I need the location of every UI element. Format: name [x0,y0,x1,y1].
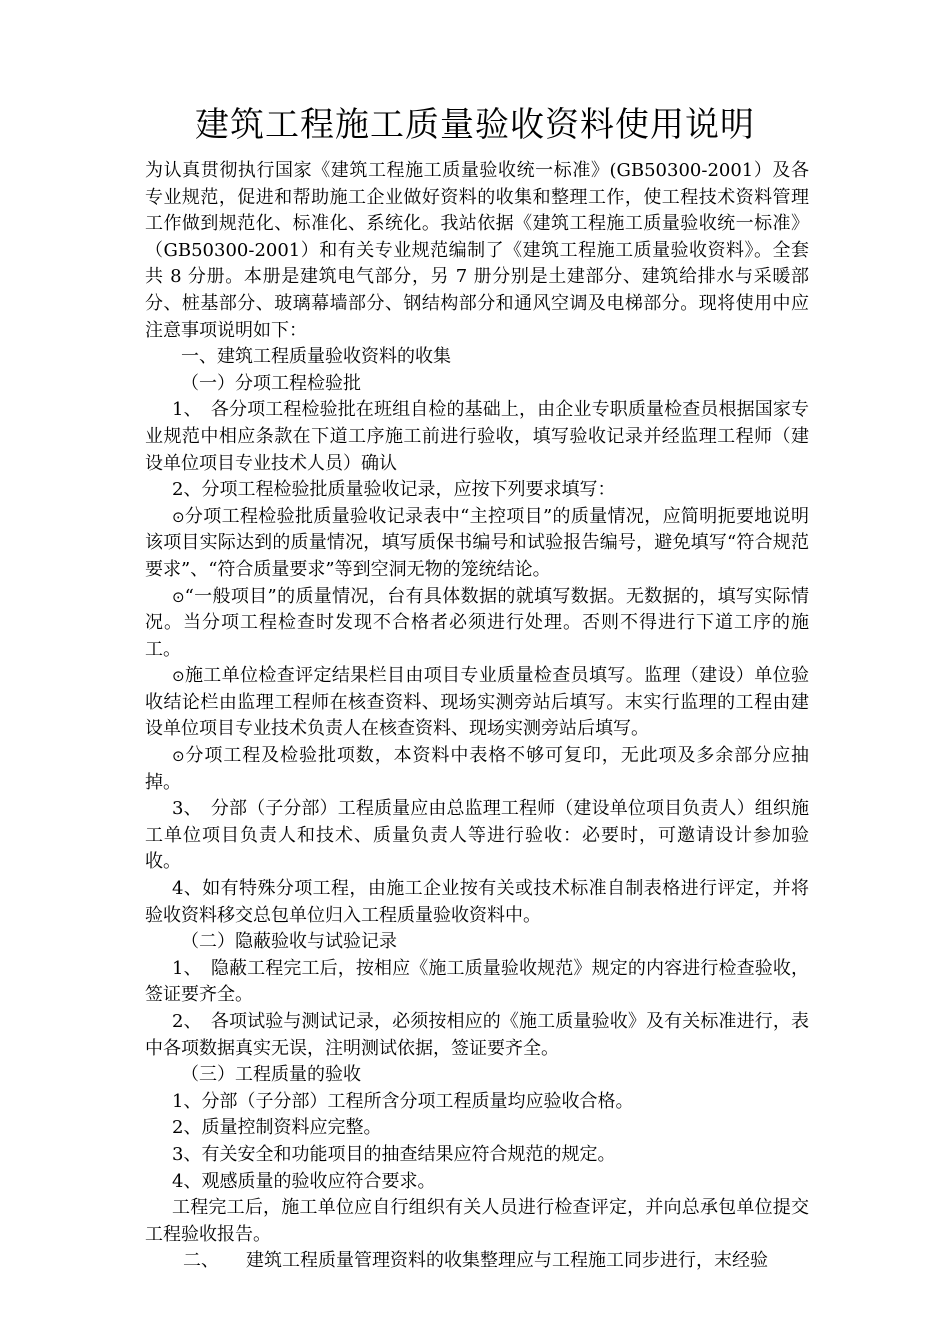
document-title: 建筑工程施工质量验收资料使用说明 [195,105,755,145]
list-item: 1、分部（子分部）工程所含分项工程质量均应验收合格。 [172,1090,634,1112]
subsection-heading-1: （一）分项工程检验批 [181,372,361,394]
list-item: 4、观感质量的验收应符合要求。 [172,1170,436,1192]
section-heading-2: 二、 建筑工程质量管理资料的收集整理应与工程施工同步进行，末经验 [183,1250,768,1272]
bullet-text: 分项工程及检验批项数，本资料中表格不够可复印，无此项及多余部分应抽掉。 [145,745,809,793]
list-item: 3、有关安全和功能项目的抽查结果应符合规范的规定。 [172,1143,616,1165]
list-item: 1、 各分项工程检验批在班组自检的基础上，由企业专职质量检查员根据国家专业规范中相应条款在下道工序施工前进行验收，填写验收记录并经监理工程师（建设单位项目专业技术人员）确认 [145,399,809,474]
circle-bullet-icon: ⊙ [172,507,185,526]
list-item: 4、如有特殊分项工程，由施工企业按有关或技术标准自制表格进行评定，并将验收资料移交总包单位归入工程质量验收资料中。 [145,878,809,926]
subsection-heading-3: （三）工程质量的验收 [181,1064,361,1086]
summary-paragraph: 工程完工后，施工单位应自行组织有关人员进行检查评定，并向总承包单位提交工程验收报告。 [145,1197,809,1245]
circle-bullet-icon: ⊙ [172,587,185,606]
bullet-text: 分项工程检验批质量验收记录表中“主控项目”的质量情况，应简明扼要地说明该项目实际达到的质量情况，填写质保书编号和试验报告编号，避免填写“符合规范要求”、“符合质量要求”等到空洞无物的笼统结论。 [145,505,809,580]
bullet-item [145,743,809,796]
bullet-text: “一般项目”的质量情况，台有具体数据的就填写数据。无数据的，填写实际情况。当分项工程检查时发现不合格者必须进行处理。否则不得进行下道工序的施工。 [145,585,809,660]
bullet-item [145,504,809,584]
list-item: 2、分项工程检验批质量验收记录，应按下列要求填写： [172,479,616,501]
circle-bullet-icon: ⊙ [172,667,185,686]
bullet-text: 施工单位检查评定结果栏目由项目专业质量检查员填写。监理（建设）单位验收结论栏由监理工程师在核查资料、现场实测旁站后填写。末实行监理的工程由建设单位项目专业技术负责人在核查资料、现场实测旁站后填写。 [145,665,809,740]
list-item: 2、质量控制资料应完整。 [172,1117,382,1139]
subsection-heading-2: （二）隐蔽验收与试验记录 [181,931,397,953]
bullet-item [145,584,809,664]
intro-paragraph: 为认真贯彻执行国家《建筑工程施工质量验收统一标准》(GB50300-2001）及各专业规范，促进和帮助施工企业做好资料的收集和整理工作，使工程技术资料管理工作做到规范化、标准化、系统化。我站依据《建筑工程施工质量验收统一标准》（GB50300-2001）和有关专业规范编制了《建筑工程施工质量验收资料》。全套共 8 分册。本册是建筑电气部分，另 7 册分别是土建部分、建筑给排水与采暖部分、桩基部分、玻璃幕墙部分、钢结构部分和通风空调及电梯部分。现将使用中应注意事项说明如下： [145,160,809,341]
list-item: 1、 隐蔽工程完工后，按相应《施工质量验收规范》规定的内容进行检查验收，签证要齐全。 [145,957,809,1006]
bullet-item [145,663,809,743]
list-item: 2、 各项试验与测试记录，必须按相应的《施工质量验收》及有关标准进行，表中各项数据真实无误，注明测试依据，签证要齐全。 [145,1011,809,1059]
document-body [145,158,809,1275]
section-heading-1: 一、建筑工程质量验收资料的收集 [181,346,451,368]
list-item: 3、 分部（子分部）工程质量应由总监理工程师（建设单位项目负责人）组织施工单位项目负责人和技术、质量负责人等进行验收：必要时，可邀请设计参加验收。 [145,798,809,873]
circle-bullet-icon: ⊙ [172,747,185,766]
